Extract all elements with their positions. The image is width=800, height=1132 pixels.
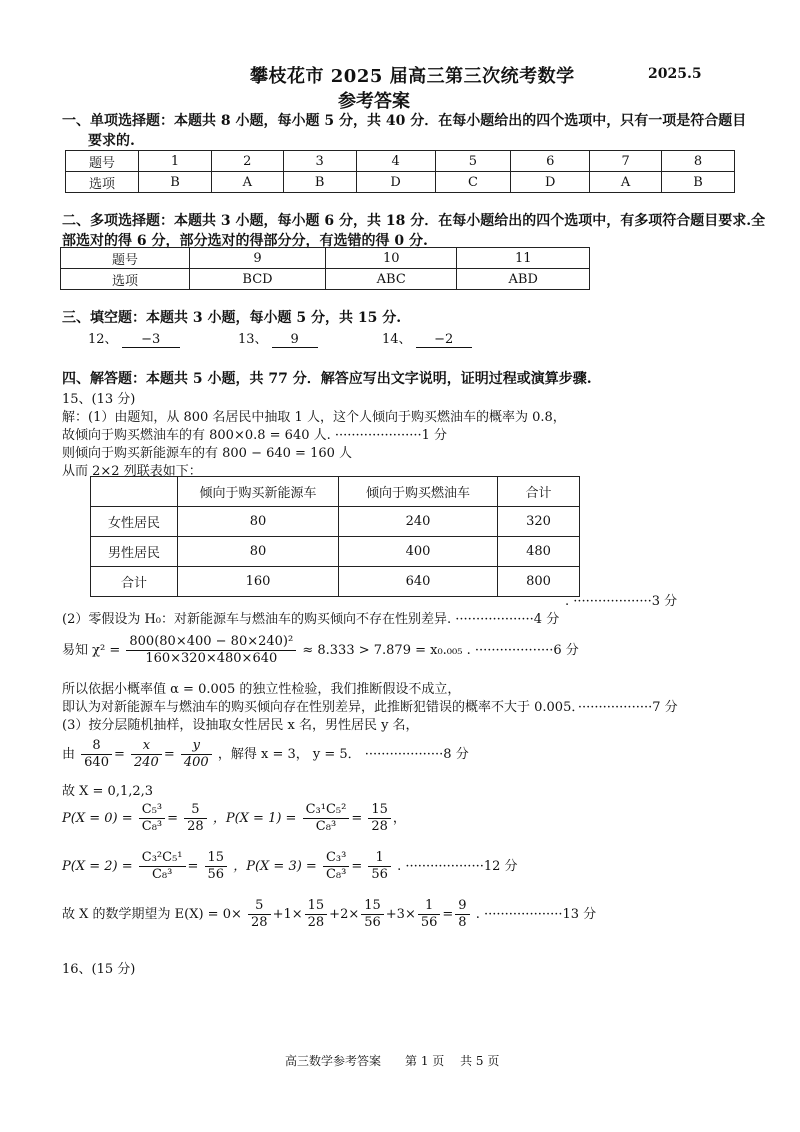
fill-label: 14、	[382, 332, 412, 347]
numerator: 9	[455, 898, 469, 915]
probability-row-2: P(X = 2) = $\frac{\text{C₃²C₅¹}}{\text{C₈³}}$ = $\frac{15}{56}$ ，P(X = 3) = $\frac{\text{C₃³}}{\text{C₈³}}$ = $\frac{1}{56}$ . ···················12 分	[62, 850, 518, 882]
solution-line: 故倾向于购买燃油车的有 800×0.8 = 640 人. ·····················1 分	[62, 428, 448, 443]
table-header-cell: 合计	[498, 477, 580, 507]
numerator: 15	[305, 898, 328, 915]
page-title: 攀枝花市 2025 届高三第三次统考数学	[250, 66, 575, 87]
denominator: 28	[251, 915, 268, 930]
table-row	[91, 537, 580, 567]
table-cell: 640	[339, 567, 498, 597]
table-cell: 400	[339, 537, 498, 567]
numerator: 15	[368, 802, 391, 819]
fraction	[131, 738, 162, 771]
table-cell: 合计	[91, 567, 178, 597]
fraction	[181, 738, 212, 771]
q15-label: 15、(13 分)	[62, 392, 136, 407]
denominator: C₈³	[325, 867, 347, 882]
denominator: 56	[371, 867, 388, 882]
table-row	[91, 567, 580, 597]
cell-answer: A	[590, 172, 662, 193]
exam-date: 2025.5	[648, 66, 702, 82]
fill-answer: −2	[416, 332, 472, 348]
denominator: 28	[307, 915, 325, 930]
numerator: C₃²C₅¹	[139, 850, 186, 867]
numerator: 5	[248, 898, 271, 915]
cell-answer: ABC	[325, 269, 456, 290]
cell-answer: C	[435, 172, 511, 193]
denominator: C₈³	[141, 819, 163, 834]
solution-line: 则倾向于购买新能源车的有 800 − 640 = 160 人	[62, 446, 353, 461]
contingency-table	[90, 476, 580, 597]
row-label-number: 题号	[66, 151, 139, 172]
denominator: 28	[371, 819, 388, 834]
operator: =	[442, 907, 454, 922]
formula-suffix: ，解得 x = 3， y = 5． ···················8 分	[217, 747, 469, 762]
numerator: 1	[368, 850, 391, 867]
q16-label: 16、(15 分)	[62, 962, 136, 977]
chi-fraction	[126, 634, 296, 667]
cell-number: 3	[283, 151, 356, 172]
fraction	[368, 802, 391, 835]
probability-row-1: P(X = 0) = $\frac{\text{C₅³}}{\text{C₈³}}$ = $\frac{5}{28}$ ，P(X = 1) = $\frac{\text{C₃¹C₅²}}{\text{C₈³}}$ = $\frac{15}{28}$ ，	[62, 802, 406, 834]
fill-label: 12、	[88, 332, 118, 347]
cell-number: 6	[511, 151, 590, 172]
expectation-formula	[62, 898, 596, 931]
cell-answer: D	[356, 172, 435, 193]
numerator: C₃¹C₅²	[303, 802, 350, 819]
solution-line: 从而 2×2 列联表如下：	[62, 464, 202, 479]
denominator: C₈³	[315, 819, 337, 834]
table-cell: 80	[178, 507, 339, 537]
cell-number: 10	[325, 248, 456, 269]
fraction	[139, 802, 165, 835]
cell-answer: ABD	[457, 269, 590, 290]
operator: +2×	[329, 907, 360, 922]
row-label-answer: 选项	[61, 269, 190, 290]
row-label-answer: 选项	[66, 172, 139, 193]
cell-answer: BCD	[190, 269, 326, 290]
cell-number: 11	[457, 248, 590, 269]
fraction	[305, 898, 328, 931]
fraction	[418, 898, 441, 931]
table-cell: 女性居民	[91, 507, 178, 537]
fraction	[205, 850, 228, 883]
formula-prefix: P(X = 2) =	[62, 859, 133, 874]
numerator: C₅³	[139, 802, 165, 819]
fill-label: 13、	[238, 332, 268, 347]
fraction	[303, 802, 350, 835]
fraction	[368, 850, 391, 883]
page-footer: 高三数学参考答案 第 1 页 共 5 页	[285, 1054, 500, 1068]
cell-answer: B	[283, 172, 356, 193]
table-header-cell: 倾向于购买燃油车	[339, 477, 498, 507]
table-cell: 80	[178, 537, 339, 567]
numerator: 15	[361, 898, 384, 915]
cell-number: 9	[190, 248, 326, 269]
denominator: C₈³	[151, 867, 173, 882]
table-cell: 240	[339, 507, 498, 537]
fraction	[455, 898, 469, 931]
fill-blank-14	[382, 328, 472, 348]
numerator: x	[131, 738, 162, 755]
numerator: 15	[205, 850, 228, 867]
denominator: 56	[364, 915, 381, 930]
numerator: 800(80×400 − 80×240)²	[126, 634, 296, 651]
fill-blank-12	[88, 328, 180, 348]
formula-prefix: ，P(X = 3) =	[233, 859, 317, 874]
denominator: 640	[84, 755, 109, 770]
table-header-cell: 倾向于购买新能源车	[178, 477, 339, 507]
section1-heading-cont: 要求的.	[88, 133, 135, 149]
formula-suffix: . ···················13 分	[475, 907, 597, 922]
section2-heading: 二、多项选择题：本题共 3 小题，每小题 6 分，共 18 分．在每小题给出的四个选项中，有多项符合题目要求.全	[62, 213, 766, 229]
table-header-cell	[91, 477, 178, 507]
fraction	[81, 738, 112, 771]
score-marker: . ···················3 分	[565, 594, 678, 609]
section1-heading: 一、单项选择题：本题共 8 小题，每小题 5 分，共 40 分．在每小题给出的四个选项中，只有一项是符合题目	[62, 113, 747, 129]
denominator: 28	[187, 819, 204, 834]
formula-suffix: . ···················12 分	[397, 859, 518, 874]
cell-number: 2	[211, 151, 283, 172]
cell-answer: D	[511, 172, 590, 193]
formula-prefix: 故 X 的数学期望为 E(X) = 0×	[62, 907, 242, 922]
numerator: 8	[81, 738, 112, 755]
section1-answer-table	[65, 150, 735, 193]
cell-number: 1	[139, 151, 212, 172]
section2-answer-table	[60, 247, 590, 290]
cell-answer: B	[139, 172, 212, 193]
section3-heading: 三、填空题：本题共 3 小题，每小题 5 分，共 15 分.	[62, 310, 402, 326]
numerator: C₃³	[323, 850, 349, 867]
denominator: 8	[458, 915, 467, 930]
numerator: 1	[418, 898, 441, 915]
cell-answer: B	[661, 172, 734, 193]
page-subtitle: 参考答案	[338, 91, 410, 112]
formula-prefix: 由	[62, 747, 76, 762]
numerator: 5	[184, 802, 207, 819]
numerator: y	[181, 738, 212, 755]
table-cell: 160	[178, 567, 339, 597]
denominator: 56	[420, 915, 438, 930]
solution-line: 解：(1）由题知，从 800 名居民中抽取 1 人，这个人倾向于购买燃油车的概率为 0.8，	[62, 410, 566, 425]
formula-prefix: ，P(X = 1) =	[212, 811, 297, 826]
cell-answer: A	[211, 172, 283, 193]
fill-blank-13	[238, 328, 318, 348]
chi-square-formula	[62, 634, 579, 667]
row-label-number: 题号	[61, 248, 190, 269]
cell-number: 4	[356, 151, 435, 172]
table-cell: 800	[498, 567, 580, 597]
fraction	[248, 898, 271, 931]
denominator: 400	[183, 755, 209, 770]
denominator: 56	[207, 867, 225, 882]
solution-line: 即认为对新能源车与燃油车的购买倾向存在性别差异，此推断犯错误的概率不大于 0.005．··················7 分	[62, 700, 678, 715]
solution-line: 故 X = 0,1,2,3	[62, 784, 154, 799]
fraction	[184, 802, 207, 835]
section4-heading: 四、解答题：本题共 5 小题，共 77 分．解答应写出文字说明，证明过程或演算步骤.	[62, 371, 592, 387]
cell-number: 7	[590, 151, 662, 172]
formula-suffix: ≈ 8.333 > 7.879 = x₀.₀₀₅ . ···················6 分	[302, 643, 579, 658]
denominator: 240	[134, 755, 159, 770]
operator: +1×	[272, 907, 303, 922]
ratio-equation: 由 $\frac{8}{640}$ = $\frac{x}{240}$ = $\frac{y}{400}$ ，解得 x = 3， y = 5． ···················8 分	[62, 738, 469, 770]
table-cell: 320	[498, 507, 580, 537]
solution-line: (3）按分层随机抽样，设抽取女性居民 x 名，男性居民 y 名，	[62, 718, 419, 733]
section2-heading-cont: 部选对的得 6 分，部分选对的得部分分，有选错的得 0 分.	[62, 233, 428, 249]
fraction	[139, 850, 186, 883]
formula-prefix: P(X = 0) =	[62, 811, 133, 826]
fraction	[323, 850, 349, 883]
operator: +3×	[385, 907, 416, 922]
table-row	[91, 507, 580, 537]
denominator: 160×320×480×640	[145, 651, 278, 666]
table-cell: 男性居民	[91, 537, 178, 567]
fill-answer: −3	[122, 332, 180, 348]
table-cell: 480	[498, 537, 580, 567]
solution-line: (2）零假设为 H₀：对新能源车与燃油车的购买倾向不存在性别差异. ···················4 分	[62, 612, 560, 627]
fraction	[361, 898, 384, 931]
formula-prefix: 易知 χ² =	[62, 643, 121, 658]
cell-number: 8	[661, 151, 734, 172]
fill-answer: 9	[272, 332, 318, 348]
solution-line: 所以依据小概率值 α = 0.005 的独立性检验，我们推断假设不成立，	[62, 682, 461, 697]
cell-number: 5	[435, 151, 511, 172]
